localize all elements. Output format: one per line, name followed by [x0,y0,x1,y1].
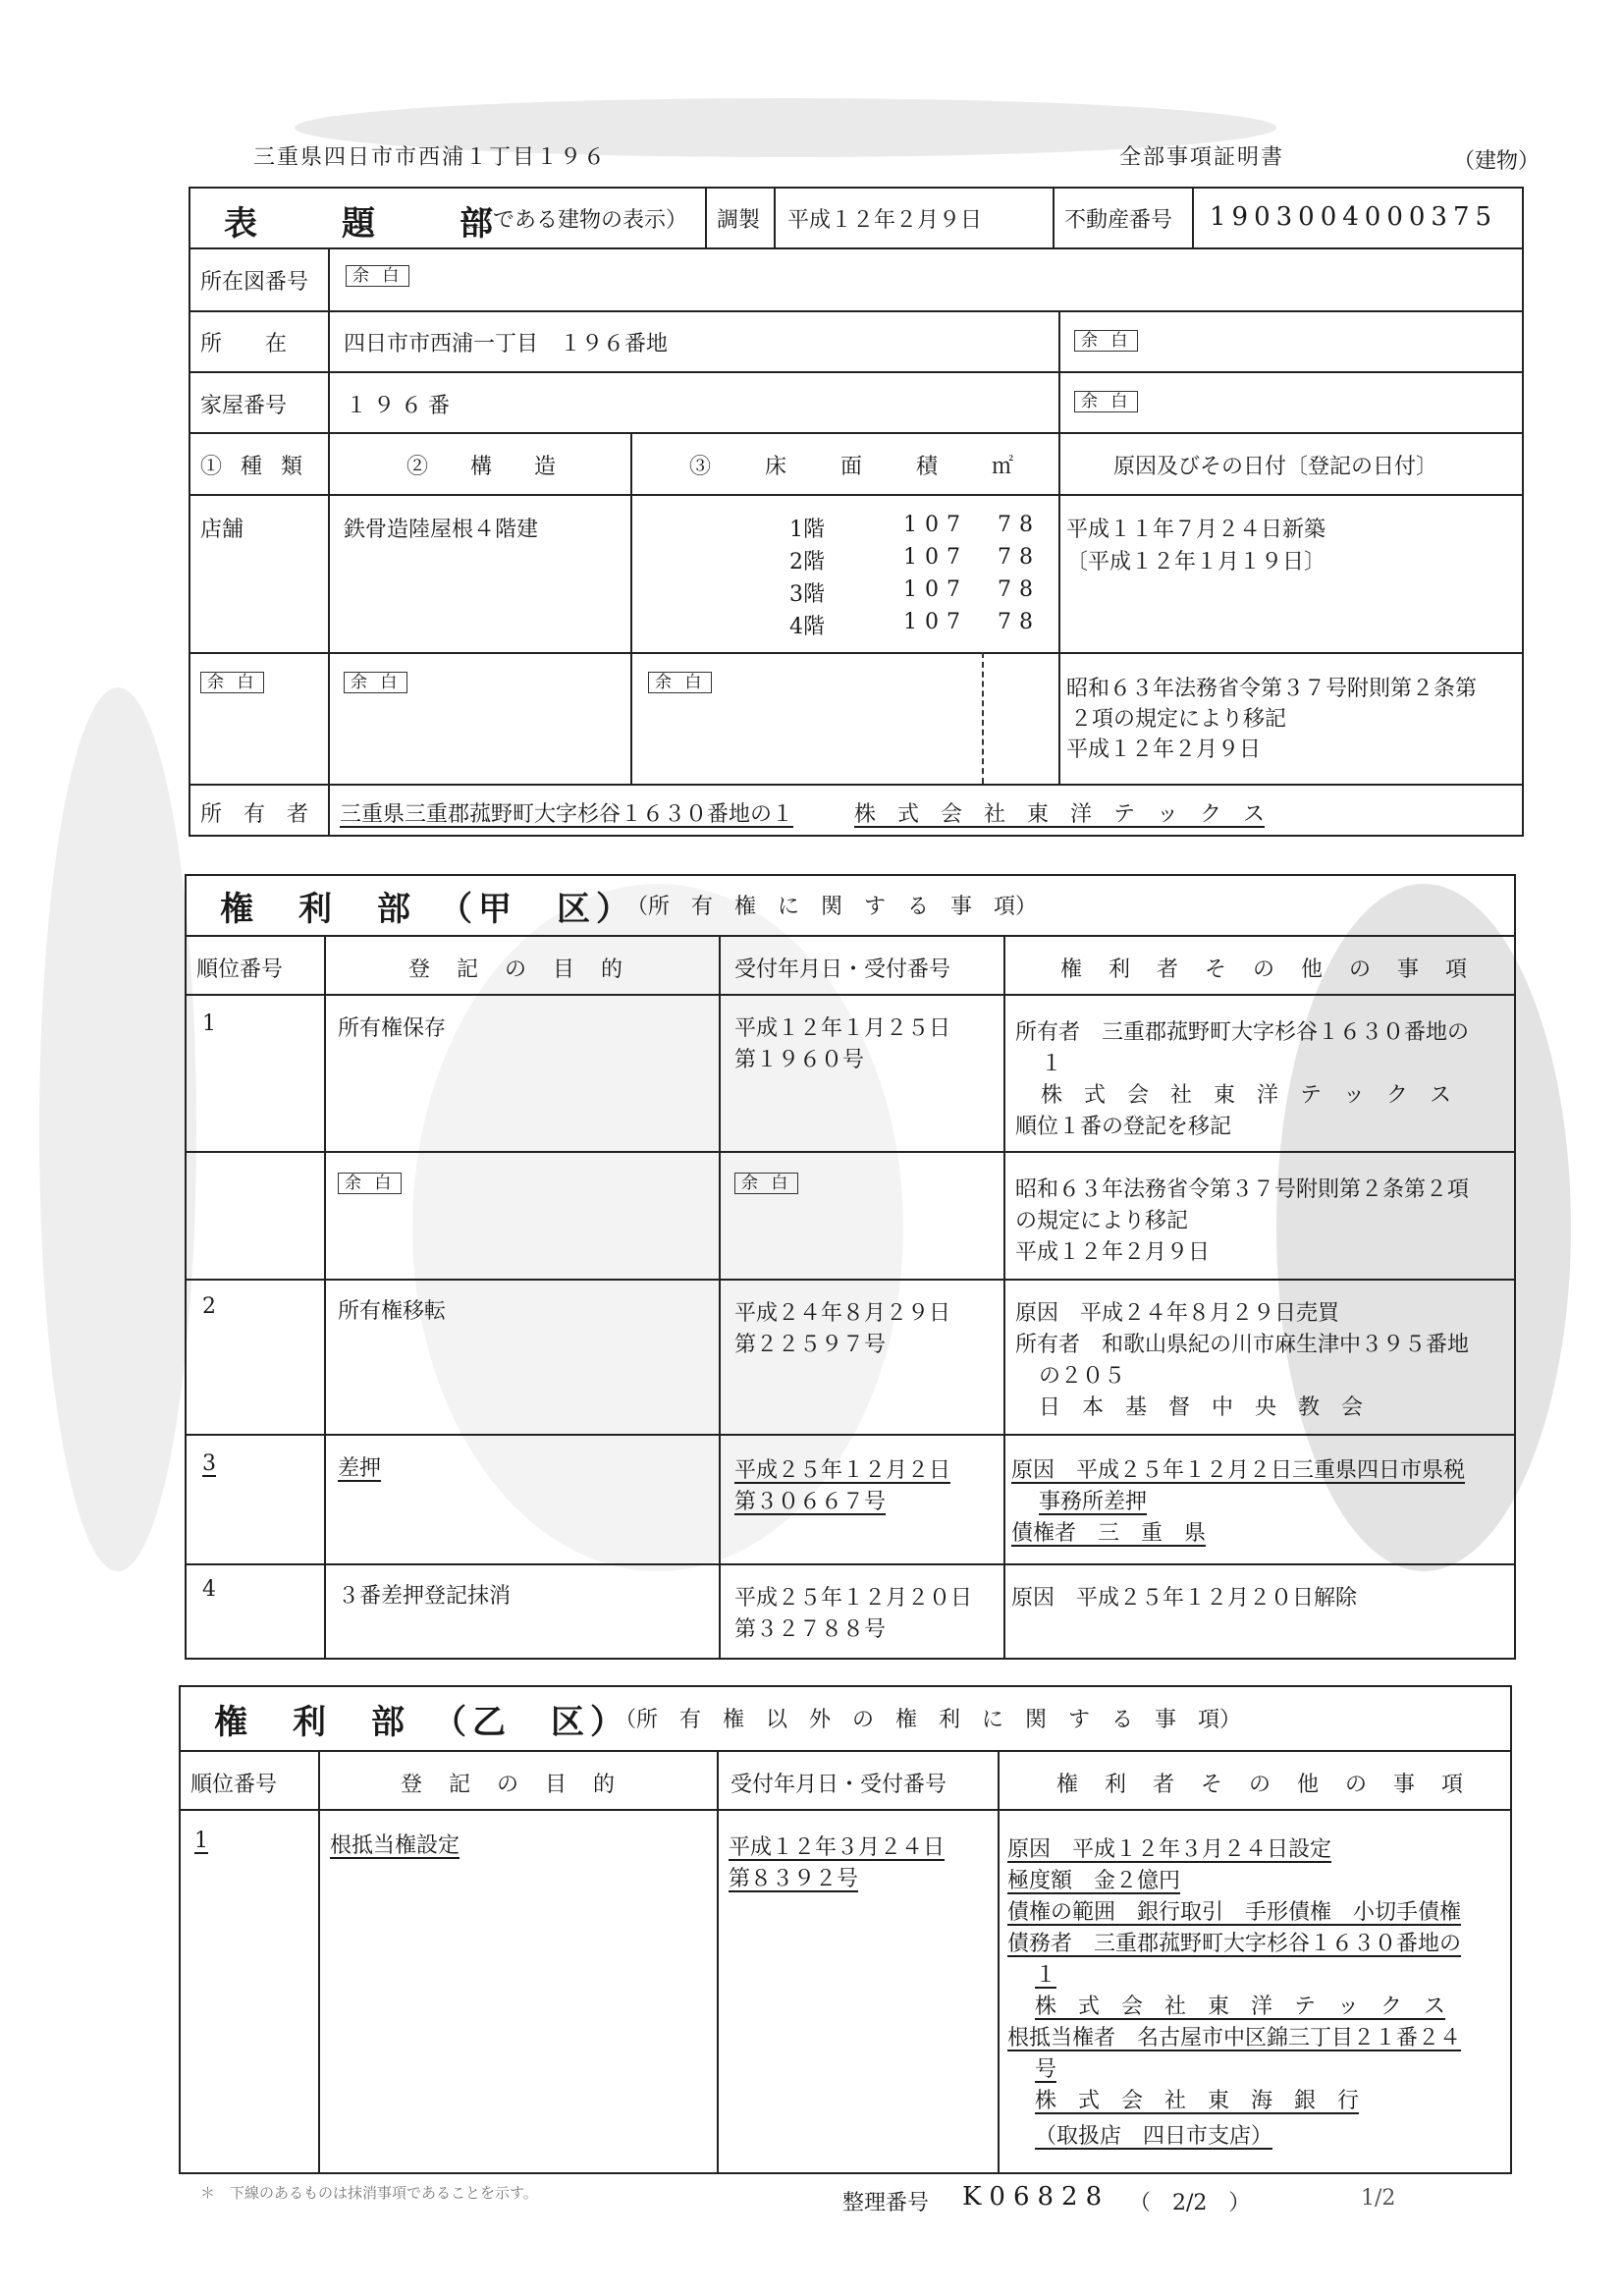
kou-row1-purpose: 所有権保存 [338,1016,447,1041]
chosei-label: 調製 [717,208,761,233]
fudosan-number: 1903004000375 [1210,202,1498,232]
floor-3-area: 107 [903,577,968,602]
shozai-note-yohaku: 余 白 [1074,330,1138,352]
otsu-row1-no: 1 [194,1829,208,1853]
kou-row1-line1: 所有者 三重郡菰野町大字杉谷１６３０番地の [1015,1020,1470,1045]
fudosan-label: 不動産番号 [1064,208,1173,233]
row2-shurui-yohaku: 余 白 [200,672,264,693]
otsu-header-purpose: 登 記 の 目 的 [401,1773,624,1797]
property-address: 三重県四日市市西浦１丁目１９６ [253,145,608,170]
otsu-line-7: 根抵当権者 名古屋市中区錦三丁目２１番２４ [1007,2026,1462,2050]
kou-header-no: 順位番号 [196,957,284,982]
row2-kozo-yohaku: 余 白 [344,672,407,693]
floor-2-decimal: 78 [998,545,1041,570]
floor-4-decimal: 78 [998,610,1041,634]
floor-3-decimal: 78 [998,577,1041,602]
kou-row3-line3: 債権者 三 重 県 [1011,1521,1207,1546]
kou-row1-line3: 株 式 会 社 東 洋 テ ッ ク ス [1041,1083,1452,1108]
page-paren: （ 2/2 ） [1129,2191,1251,2215]
kaoku-label: 家屋番号 [200,394,288,418]
shozai-label: 所 在 [200,332,288,356]
hyodai-subtitle: （主である建物の表示） [450,208,688,233]
otsu-line-8: 号 [1035,2057,1057,2082]
col-kozo: ② 構 造 [406,455,573,479]
cause-line-1: 平成１１年７月２４日新築 [1066,518,1326,542]
col-yukamenseki: ③ 床 面 積 ㎡ [689,455,1037,479]
kou-row4-date: 平成２５年１２月２０日 [734,1586,973,1611]
scan-artifact [39,687,196,1571]
document-type: 全部事項証明書 [1119,145,1285,170]
kou-row2-line3: の２０５ [1039,1364,1126,1389]
kou-row4-purpose: ３番差押登記抹消 [338,1584,512,1609]
floor-1: 1階 [789,518,825,542]
kou-row1b-line2: の規定により移記 [1015,1209,1189,1233]
kou-section [185,874,1516,1660]
kou-row3-date: 平成２５年１２月２日 [734,1458,951,1483]
kou-row1-number: 第１９６０号 [734,1048,865,1072]
row2-cause-3: 平成１２年２月９日 [1066,738,1262,762]
row2-cause-2: ２項の規定により移記 [1070,707,1287,732]
category-label: （建物） [1453,149,1541,174]
otsu-row1-purpose: 根抵当権設定 [330,1833,460,1858]
owner-label: 所 有 者 [200,802,309,827]
row2-area-yohaku: 余 白 [648,672,712,693]
otsu-line-3: 債権の範囲 銀行取引 手形債権 小切手債権 [1007,1900,1462,1925]
shozai-zu-label: 所在図番号 [200,270,309,295]
kou-row4-number: 第３２７８８号 [734,1617,887,1642]
footer-note: ＊ 下線のあるものは抹消事項であることを示す。 [200,2184,538,2202]
cause-line-2: 〔平成１２年１月１９日〕 [1066,550,1326,574]
col-cause: 原因及びその日付〔登記の日付〕 [1113,455,1438,479]
kou-header-rights: 権 利 者 そ の 他 の 事 項 [1060,957,1477,982]
kou-row1b-line1: 昭和６３年法務省令第３７号附則第２条第２項 [1015,1177,1470,1202]
floor-1-decimal: 78 [998,513,1041,537]
seiri-label: 整理番号 [842,2191,930,2215]
floor-2-area: 107 [903,545,968,570]
hyodai-title: 表 題 部 [224,204,518,244]
otsu-line-9: 株 式 会 社 東 海 銀 行 [1035,2089,1360,2113]
kou-row3-no: 3 [202,1451,216,1476]
owner-name: 株 式 会 社 東 洋 テ ッ ク ス [854,802,1266,827]
owner-address: 三重県三重郡菰野町大字杉谷１６３０番地の１ [340,802,794,827]
otsu-line-5: １ [1035,1963,1057,1988]
otsu-row1-date: 平成１２年３月２４日 [729,1835,946,1860]
otsu-header-date: 受付年月日・受付番号 [730,1773,947,1797]
col-shurui: ① 種 類 [200,455,308,479]
otsu-line-6: 株 式 会 社 東 洋 テ ッ ク ス [1035,1995,1446,2019]
chosei-date: 平成１２年２月９日 [787,208,983,233]
kou-row1-date: 平成１２年１月２５日 [734,1016,951,1041]
kou-row3-number: 第３０６６７号 [734,1490,887,1514]
otsu-line-4: 債務者 三重郡菰野町大字杉谷１６３０番地の [1007,1932,1462,1956]
kou-row1-no: 1 [202,1011,216,1036]
shozai-zu-yohaku: 余 白 [346,265,409,287]
kou-row3-line1: 原因 平成２５年１２月２日三重県四日市県税 [1011,1458,1466,1483]
otsu-header-rights: 権 利 者 そ の 他 の 事 項 [1056,1773,1473,1797]
kou-row4-no: 4 [202,1577,216,1602]
kou-row2-date: 平成２４年８月２９日 [734,1301,951,1326]
otsu-row1-number: 第８３９２号 [729,1867,859,1891]
otsu-line-2: 極度額 金２億円 [1007,1869,1181,1893]
kou-subtitle: （所 有 権 に 関 す る 事 項） [626,895,1038,919]
kou-row2-purpose: 所有権移転 [338,1299,447,1324]
kou-title: 権 利 部 （甲 区） [220,890,635,929]
kou-row3-line2: 事務所差押 [1039,1490,1148,1514]
otsu-subtitle: （所 有 権 以 外 の 権 利 に 関 す る 事 項） [615,1708,1242,1732]
otsu-line-10: （取扱店 四日市支店） [1035,2124,1273,2149]
row2-cause-1: 昭和６３年法務省令第３７号附則第２条第 [1066,677,1478,701]
kou-row1b-line3: 平成１２年２月９日 [1015,1240,1211,1265]
kou-row2-line2: 所有者 和歌山県紀の川市麻生津中３９５番地 [1015,1333,1470,1357]
kou-row2-line1: 原因 平成２４年８月２９日売買 [1015,1301,1340,1326]
floor-4-area: 107 [903,610,968,634]
floor-2: 2階 [789,550,825,574]
shurui-value: 店舗 [200,518,244,542]
kou-header-purpose: 登 記 の 目 的 [408,957,632,982]
kou-row2-line4: 日 本 基 督 中 央 教 会 [1039,1395,1364,1420]
otsu-line-1: 原因 平成１２年３月２４日設定 [1007,1837,1332,1862]
floor-3: 3階 [789,582,825,607]
kou-row4-line1: 原因 平成２５年１２月２０日解除 [1011,1586,1358,1611]
kou-row1-line4: 順位１番の登記を移記 [1015,1115,1232,1139]
kou-row1b-date-yohaku: 余 白 [734,1173,798,1194]
page-number: 1/2 [1361,2186,1396,2211]
kou-row1b-purpose-yohaku: 余 白 [338,1173,402,1194]
floor-4: 4階 [789,615,825,639]
kou-row1-line2: １ [1041,1052,1063,1076]
kozo-value: 鉄骨造陸屋根４階建 [344,518,539,542]
kou-row2-no: 2 [202,1294,216,1319]
kou-header-date: 受付年月日・受付番号 [734,957,951,982]
kou-row2-number: 第２２５９７号 [734,1333,887,1357]
otsu-header-no: 順位番号 [190,1773,278,1797]
kaoku-note-yohaku: 余 白 [1074,391,1138,412]
kou-row3-purpose: 差押 [338,1456,382,1481]
kaoku-value: １９６番 [346,394,457,418]
otsu-title: 権 利 部 （乙 区） [214,1703,629,1742]
shozai-value: 四日市市西浦一丁目 １９６番地 [344,332,669,356]
floor-1-area: 107 [903,513,968,537]
seiri-number: K06828 [962,2182,1110,2212]
